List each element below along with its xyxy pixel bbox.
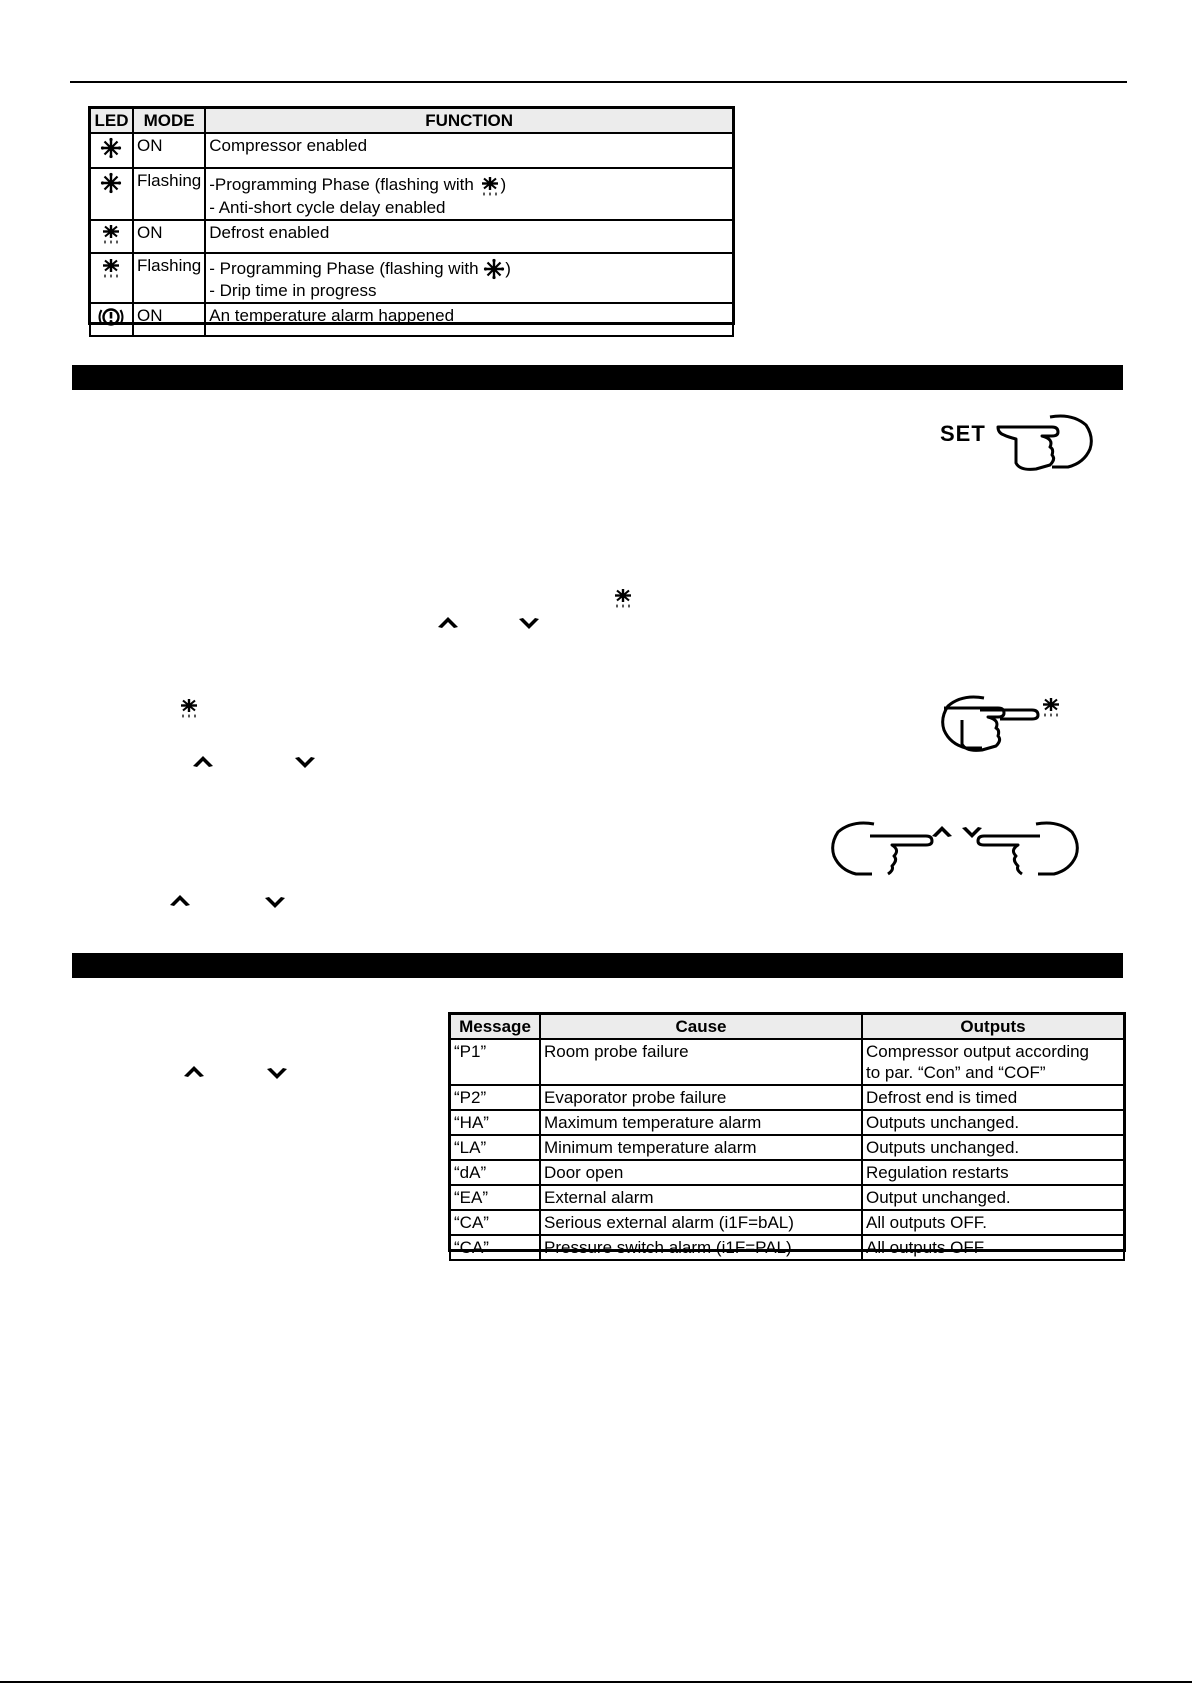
led-cell (90, 253, 133, 304)
message-cell: “P2” (450, 1085, 540, 1110)
outputs-cell: All outputs OFF (862, 1235, 1124, 1260)
function-header: FUNCTION (205, 108, 733, 133)
table-row (90, 168, 733, 220)
outputs-cell: Outputs unchanged. (862, 1110, 1124, 1135)
function-cell: Defrost enabled (205, 220, 733, 253)
cause-cell: Evaporator probe failure (540, 1085, 862, 1110)
table-row (90, 220, 733, 253)
function-line-close: ) (505, 258, 511, 278)
function-cell (205, 253, 733, 304)
table-row (90, 133, 733, 168)
function-line: - Anti-short cycle delay enabled (209, 197, 446, 217)
cause-header: Cause (540, 1014, 862, 1039)
outputs-header: Outputs (862, 1014, 1124, 1039)
table-row (90, 253, 733, 304)
message-cell: “dA” (450, 1160, 540, 1185)
mode-cell: Flashing (133, 168, 205, 220)
defrost-icon (100, 257, 122, 279)
defrost-key-illustration (940, 688, 1070, 758)
down-arrow-icon (265, 1065, 291, 1083)
up-arrow-icon (436, 613, 462, 631)
table-row (90, 303, 733, 336)
led-cell (90, 303, 133, 336)
cause-cell: Door open (540, 1160, 862, 1185)
message-cell: “CA” (450, 1235, 540, 1260)
compressor-snowflake-icon (483, 258, 505, 280)
outputs-cell: All outputs OFF. (862, 1210, 1124, 1235)
function-cell (205, 168, 733, 220)
compressor-snowflake-icon (100, 137, 122, 159)
pointing-hand-icon (994, 413, 1104, 475)
message-header: Message (450, 1014, 540, 1039)
outputs-line: Compressor output according (866, 1042, 1090, 1061)
alarm-icon (98, 305, 124, 329)
cause-cell: Maximum temperature alarm (540, 1110, 862, 1135)
cause-cell: Room probe failure (540, 1039, 862, 1085)
right-pointing-hand-icon (970, 812, 1080, 884)
outputs-cell: Outputs unchanged. (862, 1135, 1124, 1160)
down-arrow-icon (263, 894, 289, 912)
alarm-table-grid (449, 1013, 1125, 1261)
outputs-cell: Output unchanged. (862, 1185, 1124, 1210)
up-arrow-icon (930, 822, 952, 838)
up-down-keys-illustration (830, 812, 1080, 884)
up-arrow-icon (191, 752, 217, 770)
up-arrow-icon (182, 1062, 208, 1080)
outputs-cell: Regulation restarts (862, 1160, 1124, 1185)
function-line: -Programming Phase (flashing with (209, 175, 479, 194)
mode-cell: ON (133, 133, 205, 168)
table-row (450, 1210, 1124, 1235)
message-cell: “CA” (450, 1210, 540, 1235)
message-cell: “LA” (450, 1135, 540, 1160)
led-header: LED (90, 108, 133, 133)
table-row (450, 1185, 1124, 1210)
defrost-icon (100, 223, 122, 245)
table-row (450, 1039, 1124, 1085)
function-cell: An temperature alarm happened (205, 303, 733, 336)
table-row (450, 1135, 1124, 1160)
set-key-label: SET (940, 421, 986, 446)
mode-cell: ON (133, 220, 205, 253)
function-line: - Programming Phase (flashing with (209, 258, 484, 278)
alarm-table-header (450, 1014, 1124, 1039)
set-key-illustration (940, 413, 1100, 475)
defrost-icon (479, 175, 501, 197)
down-arrow-icon (293, 754, 319, 772)
defrost-icon (178, 697, 202, 721)
left-pointing-hand-icon (830, 812, 940, 884)
up-arrow-icon (168, 891, 194, 909)
compressor-snowflake-icon (100, 172, 122, 194)
mode-header: MODE (133, 108, 205, 133)
outputs-line: to par. “Con” and “COF” (866, 1063, 1046, 1082)
led-cell (90, 133, 133, 168)
mode-cell: Flashing (133, 253, 205, 304)
table-row (450, 1235, 1124, 1260)
function-line-close: ) (500, 175, 507, 194)
message-cell: “HA” (450, 1110, 540, 1135)
compressor-snowflake-icon (612, 587, 636, 611)
message-cell: “EA” (450, 1185, 540, 1210)
mode-cell: ON (133, 303, 205, 336)
cause-cell: Minimum temperature alarm (540, 1135, 862, 1160)
table-row (450, 1110, 1124, 1135)
defrost-icon (1040, 696, 1064, 720)
message-cell: “P1” (450, 1039, 540, 1085)
table-row (450, 1085, 1124, 1110)
section-bar (72, 365, 1123, 390)
led-table-grid (89, 107, 734, 337)
cause-cell: Pressure switch alarm (i1F=PAL) (540, 1235, 862, 1260)
function-cell: Compressor enabled (205, 133, 733, 168)
led-cell (90, 168, 133, 220)
outputs-cell (862, 1039, 1124, 1085)
header-rule (70, 81, 1127, 83)
pointing-hand-icon (940, 688, 1040, 758)
footer-rule (0, 1681, 1192, 1683)
function-line: - Drip time in progress (209, 281, 377, 301)
cause-cell: Serious external alarm (i1F=bAL) (540, 1210, 862, 1235)
section-bar (72, 953, 1123, 978)
down-arrow-icon (517, 615, 543, 633)
led-cell (90, 220, 133, 253)
led-table-header (90, 108, 733, 133)
cause-cell: External alarm (540, 1185, 862, 1210)
outputs-cell: Defrost end is timed (862, 1085, 1124, 1110)
table-row (450, 1160, 1124, 1185)
